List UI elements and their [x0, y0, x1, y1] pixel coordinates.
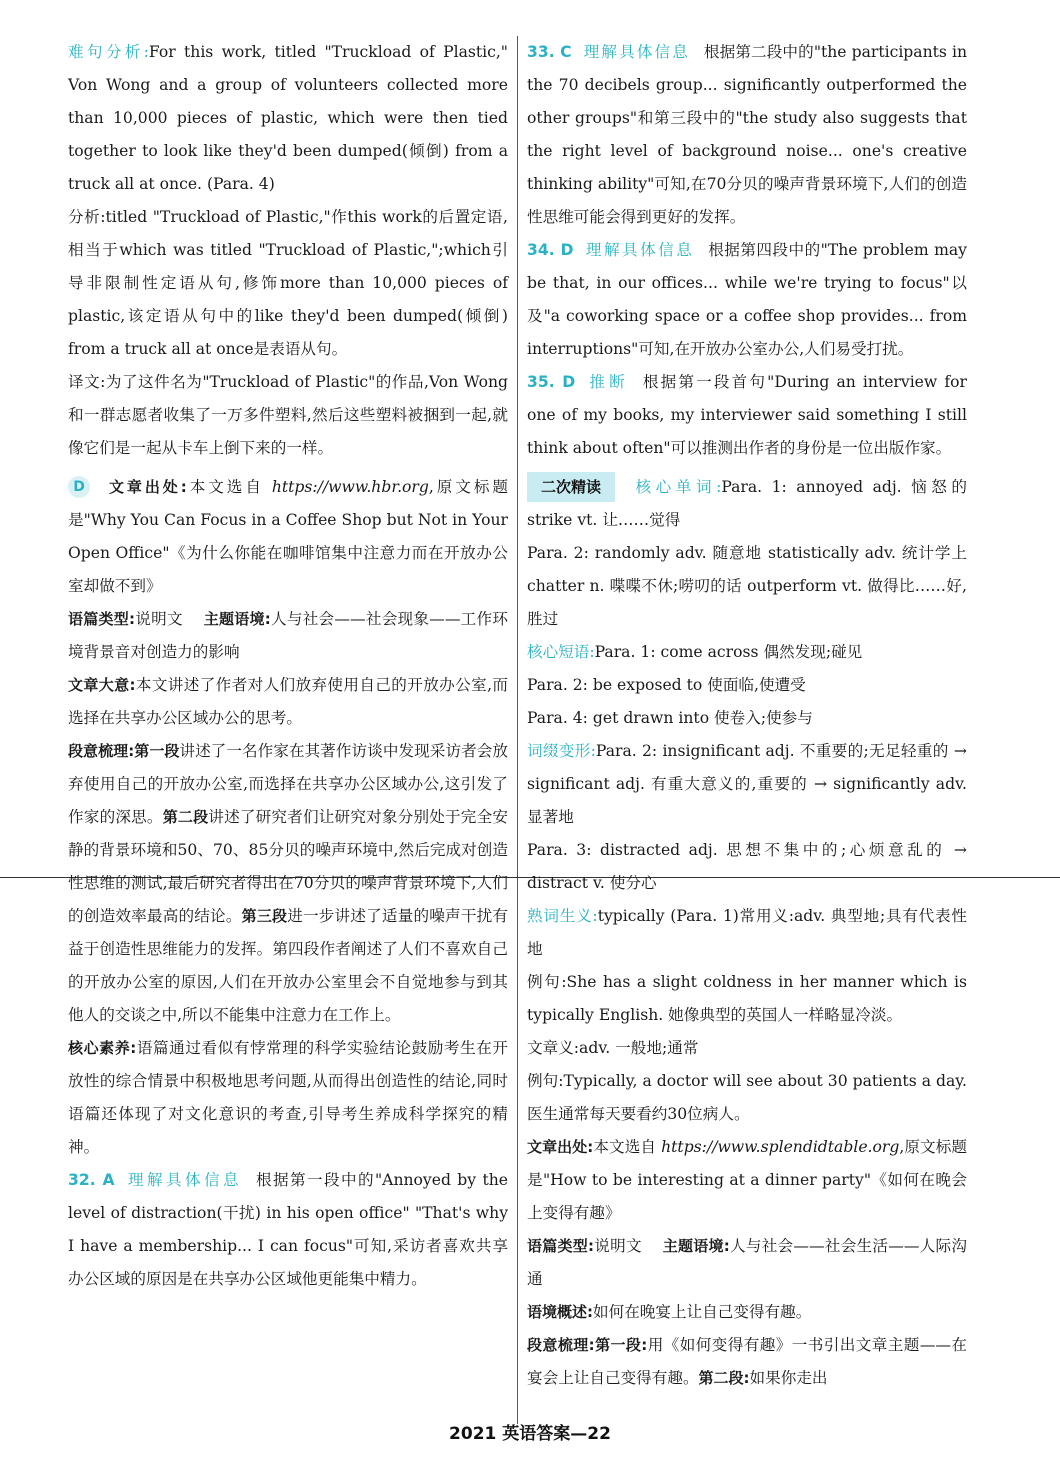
passage-e-source: 文章出处:本文选自 https://www.splendidtable.org,原文标题是"How to be interesting at a dinner party"《如何在晚会上变得有趣》	[527, 1138, 967, 1222]
passage-d-type: 语篇类型:说明文 主题语境:人与社会——社会现象——工作环境背景音对创造力的影响	[68, 610, 508, 661]
answer-35: 35. D 推断 根据第一段首句"During an interview for one of my books, my interviewer said something I still think about often"可以推测出作者的身份是一位出版作家。	[527, 373, 967, 457]
core-phrases-3: Para. 4: get drawn into 使卷入;使参与	[527, 709, 813, 727]
answer-33: 33. C 理解具体信息 根据第二段中的"the participants in the 70 decibels group... significantly outperformed the other groups"和第三段中的"the study also suggests that the right level of background noise... one's creative thinking ability"可知,在70分贝的噪声背景环境下,人们的创造性思维可能会得到更好的发挥。	[527, 43, 967, 226]
context-meaning: 文章义:adv. 一般地;通常	[527, 1039, 699, 1057]
column-divider	[517, 36, 518, 1424]
passage-d-badge: D	[68, 476, 90, 498]
hard-sentence-text: For this work, titled "Truckload of Plastic," Von Wong and a group of volunteers collected more than 10,000 pieces of plastic, which were then tied together to look like they'd been dumped(倾倒) from a truck all at once. (Para. 4)	[68, 43, 508, 193]
passage-d-source: D 文章出处:本文选自 https://www.hbr.org,原文标题是"Why You Can Focus in a Coffee Shop but Not in Your Open Office"《为什么你能在咖啡馆集中注意力而在开放办公室却做不到》	[68, 478, 508, 595]
core-words: 二次精读 核心单词:Para. 1: annoyed adj. 恼怒的 strike vt. 让……觉得	[527, 471, 967, 537]
source-url-e: https://www.splendidtable.org	[661, 1138, 900, 1156]
source-url: https://www.hbr.org	[271, 478, 429, 496]
passage-e-type: 语篇类型:说明文 主题语境:人与社会——社会生活——人际沟通	[527, 1237, 967, 1288]
passage-d-structure: 段意梳理:第一段讲述了一名作家在其著作访谈中发现采访者会放弃使用自己的开放办公室,而选择在共享办公区域办公,这引发了作家的深思。第二段讲述了研究者们让研究对象分别处于完全安静的背景环境和50、70、85分贝的噪声环境中,然后完成对创造性思维的测试,最后研究者得出在70分贝的噪声背景环境下,人们的创造效率最高的结论。第三段进一步讲述了适量的噪声干扰有益于创造性思维能力的发挥。第四段作者阐述了人们不喜欢自己的开放办公室的原因,人们在开放办公室里会不自觉地参与到其他人的交谈之中,所以不能集中注意力在工作上。	[68, 742, 508, 1024]
hard-sentence-label: 难句分析:	[68, 43, 149, 61]
familiar-word: 熟词生义:typically (Para. 1)常用义:adv. 典型地;具有代表性地	[527, 907, 967, 958]
hard-sentence-analysis: 分析:titled "Truckload of Plastic,"作this work的后置定语,相当于which was titled "Truckload of Plastic,";which引导非限制性定语从句,修饰more than 10,000 pieces of plastic,该定语从句中的like they'd been dumped(倾倒) from a truck all at once是表语从句。	[68, 208, 508, 358]
core-phrases: 核心短语:Para. 1: come across 偶然发现;碰见	[527, 643, 863, 661]
passage-d-core: 核心素养:语篇通过看似有悖常理的科学实验结论鼓励考生在开放性的综合情景中积极地思考问题,从而得出创造性的结论,同时语篇还体现了对文化意识的考查,引导考生养成科学探究的精神。	[68, 1039, 508, 1156]
answer-32: 32. A 理解具体信息 根据第一段中的"Annoyed by the level of distraction(干扰) in his open office" "That's why I have a membership... I can focus"可知,采访者喜欢共享办公区域的原因是在共享办公区域他更能集中精力。	[68, 1171, 509, 1288]
example-1: 例句:She has a slight coldness in her manner which is typically English. 她像典型的英国人一样略显冷淡。	[527, 973, 967, 1024]
affix-change-2: Para. 3: distracted adj. 思想不集中的;心烦意乱的 → distract v. 使分心	[527, 841, 967, 892]
answer-34: 34. D 理解具体信息 根据第四段中的"The problem may be that, in our offices... while we're trying to focus"以及"a coworking space or a coffee shop provides... from interruptions"可知,在开放办公室办公,人们易受打扰。	[527, 241, 967, 358]
second-reading-tag: 二次精读	[527, 472, 615, 502]
example-2: 例句:Typically, a doctor will see about 30 patients a day. 医生通常每天要看约30位病人。	[527, 1072, 967, 1123]
right-column	[527, 36, 967, 1395]
passage-e-summary: 语境概述:如何在晚宴上让自己变得有趣。	[527, 1303, 812, 1321]
core-phrases-2: Para. 2: be exposed to 使面临,使遭受	[527, 676, 806, 694]
passage-d-gist: 文章大意:本文讲述了作者对人们放弃使用自己的开放办公室,而选择在共享办公区域办公的思考。	[68, 676, 508, 727]
left-column	[68, 36, 508, 1296]
page-footer: 2021 英语答案—22	[449, 1424, 611, 1444]
core-words-2: Para. 2: randomly adv. 随意地 statistically adv. 统计学上 chatter n. 喋喋不休;唠叨的话 outperform vt. 做得比……好,胜过	[527, 544, 967, 628]
hard-sentence-block	[68, 36, 508, 201]
hard-sentence-translation: 译文:为了这件名为"Truckload of Plastic"的作品,Von Wong和一群志愿者收集了一万多件塑料,然后这些塑料被捆到一起,就像它们是一起从卡车上倒下来的一样。	[68, 373, 508, 457]
passage-e-structure: 段意梳理:第一段:用《如何变得有趣》一书引出文章主题——在宴会上让自己变得有趣。第二段:如果你走出	[527, 1336, 968, 1387]
affix-change: 词缀变形:Para. 2: insignificant adj. 不重要的;无足轻重的 → significant adj. 有重大意义的,重要的 → significantly adv. 显著地	[527, 742, 967, 826]
